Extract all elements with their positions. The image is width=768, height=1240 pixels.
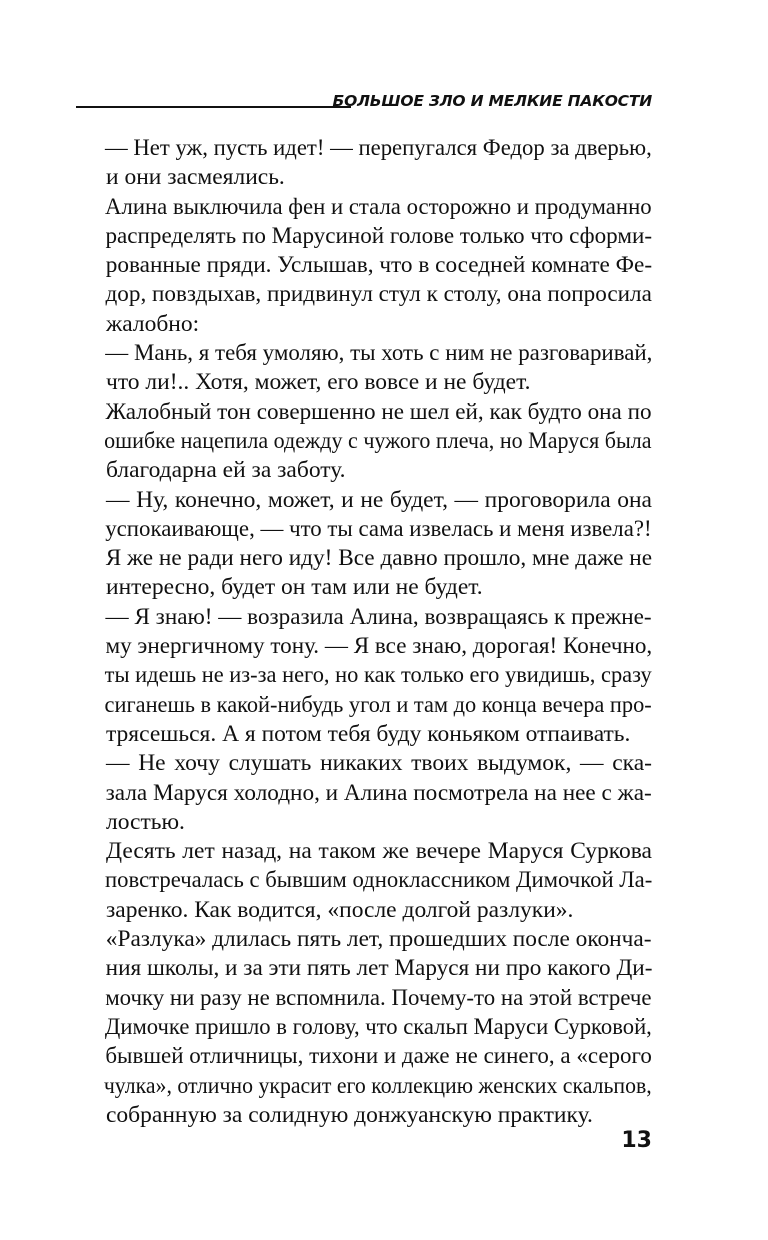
text-line: — Я знаю! — возразила Алина, возвращаясь к прежне- (105, 603, 652, 630)
paragraph (76, 925, 652, 1130)
text-line: Димочке пришло в голову, что скальп Маруси Сурковой, (104, 1013, 652, 1040)
paragraph (76, 339, 652, 398)
paragraph (76, 193, 652, 339)
text-line: и они засмеялись. (106, 164, 285, 191)
paragraph (76, 486, 652, 603)
body-text (76, 134, 652, 1130)
paragraph (76, 398, 652, 486)
text-line: успокаивающе, — что ты сама извелась и меня извела?! (105, 515, 652, 542)
text-line: дор, повздыхав, придвинул стул к столу, она попросила (105, 281, 652, 308)
text-line: сиганешь в какой-нибудь угол и там до конца вечера про- (104, 691, 652, 718)
text-line: Алина выключила фен и стала осторожно и продуманно (105, 193, 652, 220)
text-line: распределять по Марусиной голове только что сформи- (105, 222, 653, 249)
running-header (76, 90, 652, 116)
header-rule (76, 106, 351, 108)
text-line: собранную за солидную донжуанскую практику. (106, 1101, 593, 1128)
text-line: — Не хочу слушать никаких твоих выдумок, — ска- (106, 750, 652, 777)
text-line: ошибке нацепила одежду с чужого плеча, но Маруся была (104, 427, 652, 454)
text-line: повстречалась с бывшим одноклассником Димочкой Ла- (104, 867, 653, 894)
text-line: — Мань, я тебя умоляю, ты хоть с ним не разговаривай, (105, 340, 653, 367)
paragraph (76, 134, 652, 193)
text-line: что ли!.. Хотя, может, его вовсе и не будет. (106, 369, 531, 396)
text-line: лостью. (106, 808, 185, 835)
text-line: Я же не ради него иду! Все давно прошло, мне даже не (105, 545, 653, 572)
text-line: рованные пряди. Услышав, что в соседней комнате Фе- (105, 252, 653, 279)
text-line: — Ну, конечно, может, и не будет, — проговорила она (106, 486, 652, 513)
text-line: мочку ни разу не вспомнила. Почему-то на этой встрече (105, 984, 652, 1011)
text-line: ты идешь не из-за него, но как только его увидишь, сразу (104, 662, 652, 689)
paragraph (76, 603, 652, 749)
text-line: «Разлука» длилась пять лет, прошедших после оконча- (105, 926, 652, 953)
text-line: — Нет уж, пусть идет! — перепугался Федор за дверью, (104, 135, 652, 161)
text-line: бывшей отличницы, тихони и даже не синего, а «серого (105, 1043, 652, 1070)
paragraph (76, 749, 652, 837)
page-number: 13 (621, 1128, 652, 1153)
text-line: заренко. Как водится, «после долгой разлуки». (106, 896, 574, 923)
text-line: трясешься. А я потом тебя буду коньяком отпаивать. (106, 720, 631, 747)
text-line: Десять лет назад, на таком же вечере Маруся Суркова (106, 838, 652, 865)
text-line: жалобно: (106, 310, 200, 337)
text-line: чулка», отлично украсит его коллекцию женских скальпов, (103, 1072, 652, 1099)
running-title: БОЛЬШОЕ ЗЛО И МЕЛКИЕ ПАКОСТИ (332, 92, 652, 110)
text-line: интересно, будет он там или не будет. (106, 574, 483, 601)
text-line: ния школы, и за эти пять лет Маруся ни про какого Ди- (105, 955, 653, 982)
text-line: му энергичному тону. — Я все знаю, дорогая! Конечно, (105, 633, 653, 660)
text-line: Жалобный тон совершенно не шел ей, как будто она по (105, 398, 652, 425)
text-line: благодарна ей за заботу. (106, 457, 346, 484)
text-line: зала Маруся холодно, и Алина посмотрела на нее с жа- (105, 779, 652, 806)
paragraph (76, 837, 652, 925)
